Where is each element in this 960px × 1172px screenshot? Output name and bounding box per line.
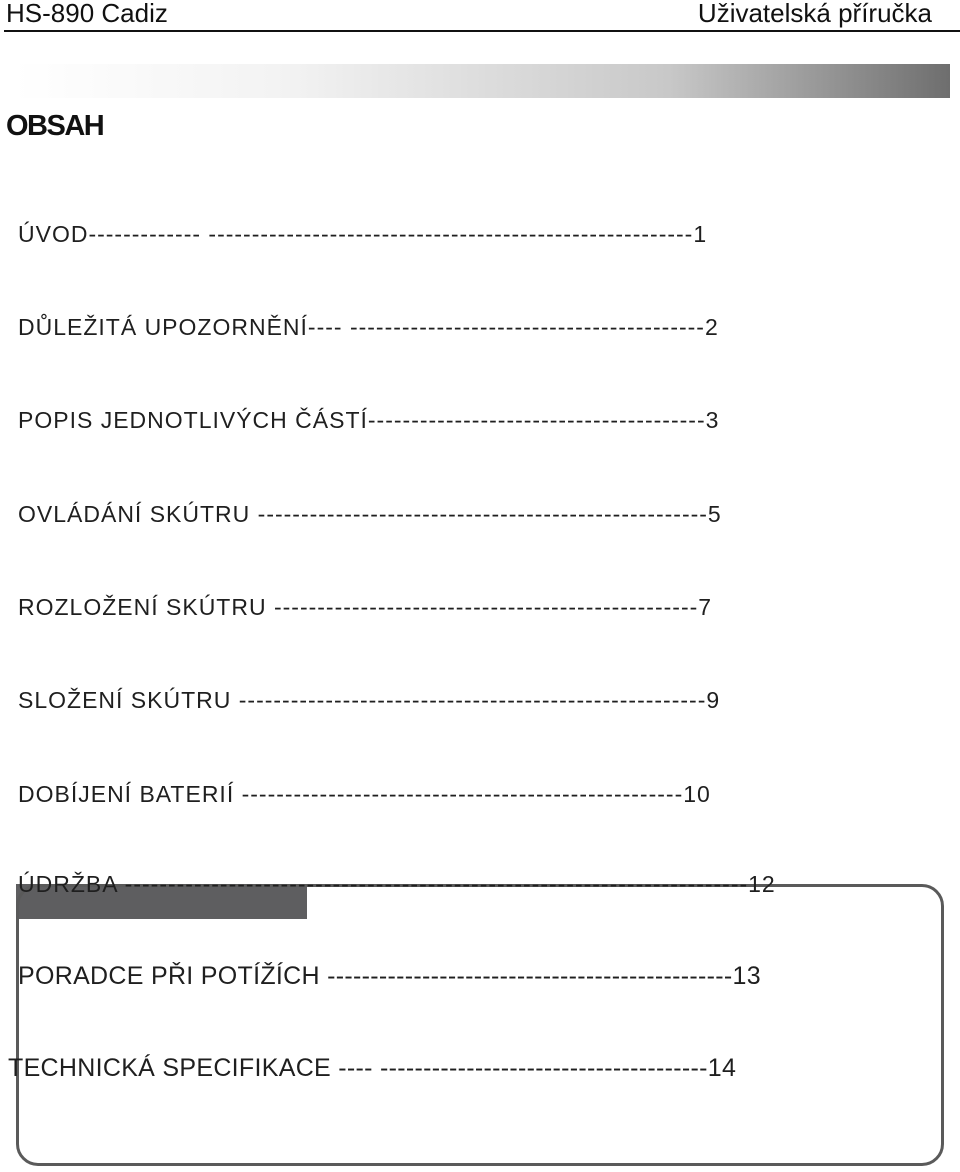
toc-entry-popis-casti[interactable]: POPIS JEDNOTLIVÝCH ČÁSTÍ---------------------------------------3 <box>18 407 720 433</box>
toc-entry-ovladani-skutru[interactable]: OVLÁDÁNÍ SKÚTRU ----------------------------------------------------5 <box>18 501 722 527</box>
toc-entry-poradce-pri-potizich[interactable]: PORADCE PŘI POTÍŽÍCH -----------------------------------------------13 <box>18 962 761 990</box>
toc-entry-dulezita-upozorneni[interactable]: DŮLEŽITÁ UPOZORNĚNÍ---- -----------------------------------------2 <box>18 314 719 340</box>
toc-title: OBSAH <box>6 110 104 142</box>
decorative-gradient-bar <box>14 64 950 98</box>
toc-entry-uvod[interactable]: ÚVOD------------- --------------------------------------------------------1 <box>18 221 708 247</box>
header-model: HS-890 Cadiz <box>6 0 168 28</box>
toc-entry-technicka-specifikace[interactable]: TECHNICKÁ SPECIFIKACE ---- --------------------------------------14 <box>8 1054 737 1082</box>
rounded-frame <box>16 884 944 1166</box>
toc-entry-udrzba[interactable]: ÚDRŽBA ------------------------------------------------------------------------12 <box>18 871 776 897</box>
header-doc-title: Uživatelská příručka <box>697 0 932 28</box>
toc-entry-slozeni-skutru[interactable]: SLOŽENÍ SKÚTRU ------------------------------------------------------9 <box>18 687 721 713</box>
toc-entry-dobijeni-baterii[interactable]: DOBÍJENÍ BATERIÍ ---------------------------------------------------10 <box>18 781 711 807</box>
toc-entry-rozlozeni-skutru[interactable]: ROZLOŽENÍ SKÚTRU -------------------------------------------------7 <box>18 594 713 620</box>
header-rule <box>4 30 960 32</box>
